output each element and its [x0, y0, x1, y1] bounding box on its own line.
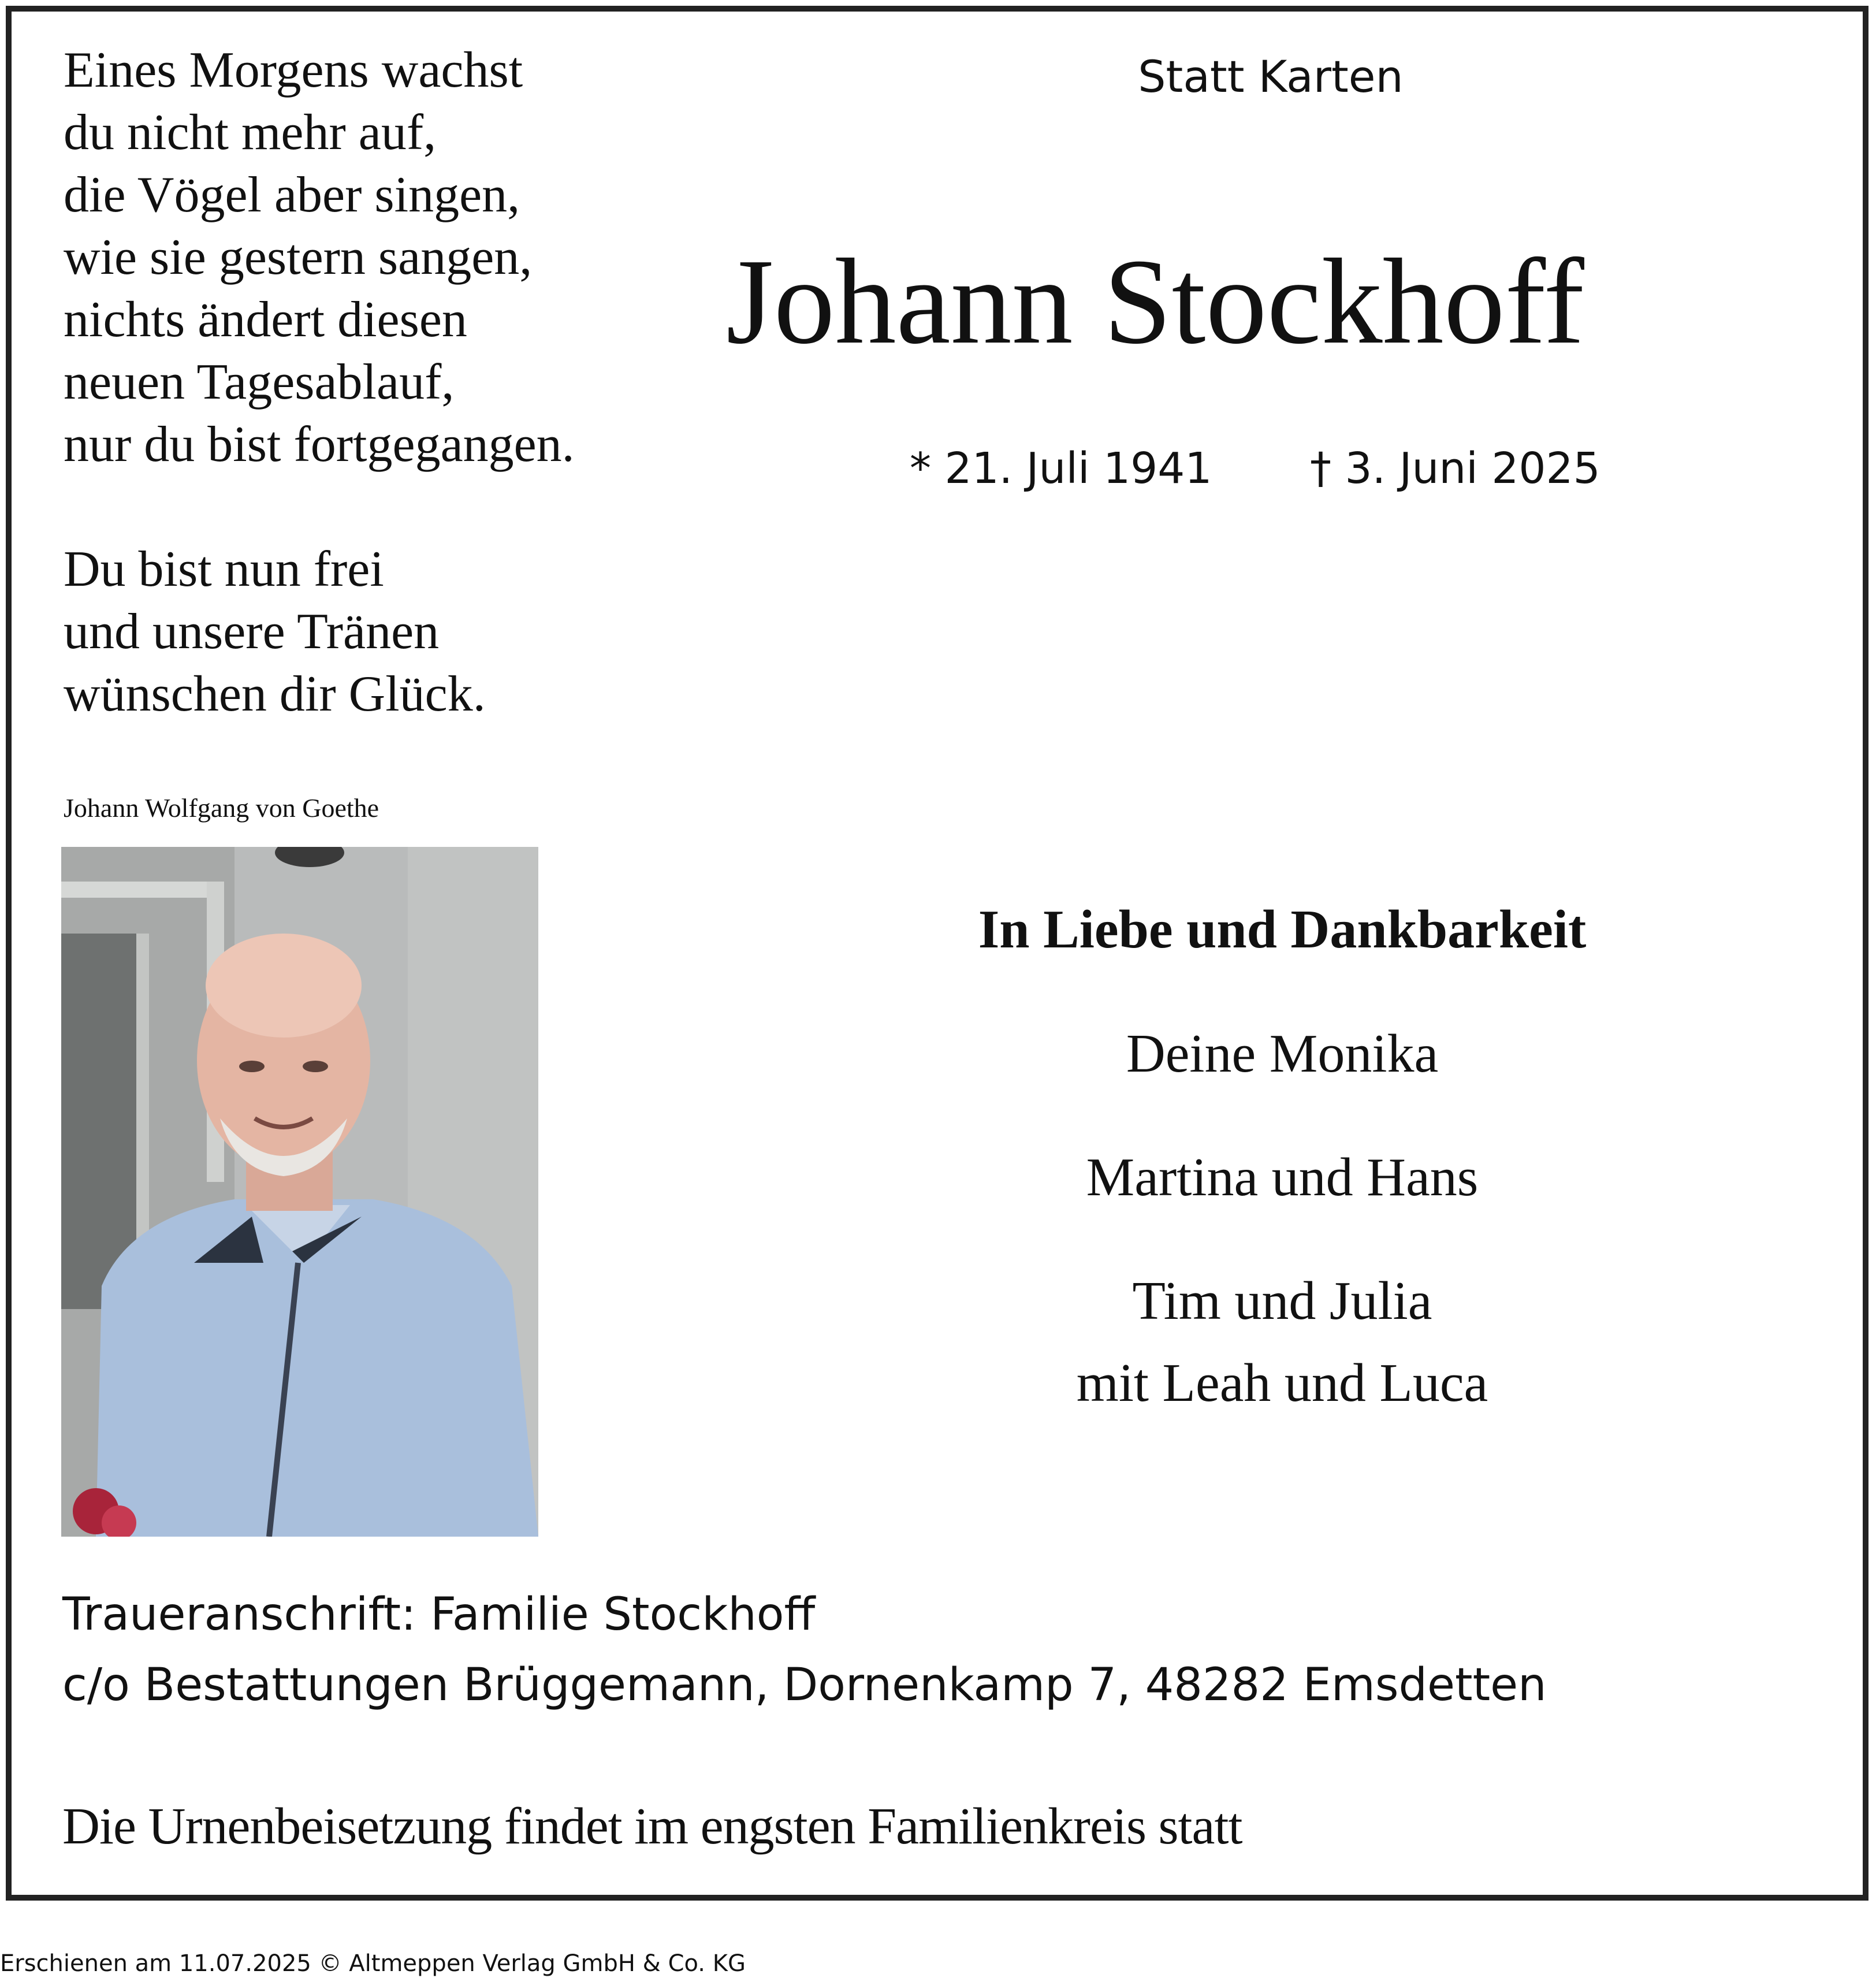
poem-line: nur du bist fortgegangen. — [64, 417, 575, 473]
address-line-2: c/o Bestattungen Brüggemann, Dornenkamp 7, 48282 Emsdetten — [62, 1659, 1547, 1711]
poem-line: die Vögel aber singen, — [64, 167, 520, 223]
poem-line: Eines Morgens wachst — [64, 42, 523, 98]
poem-author: Johann Wolfgang von Goethe — [64, 793, 379, 823]
poem-line: nichts ändert diesen — [64, 292, 467, 348]
mourner-line: Martina und Hans — [1086, 1147, 1479, 1207]
poem-line: neuen Tagesablauf, — [64, 354, 455, 410]
poem-line: wünschen dir Glück. — [64, 666, 486, 722]
publication-footer: Erschienen am 11.07.2025 © Altmeppen Verlag GmbH & Co. KG — [0, 1950, 746, 1977]
death-date: † 3. Juni 2025 — [1310, 444, 1600, 493]
mourners-heading: In Liebe und Dankbarkeit — [978, 899, 1587, 960]
poem-line: und unsere Tränen — [64, 604, 440, 660]
poem-line: wie sie gestern sangen, — [64, 229, 533, 285]
statt-karten-label: Statt Karten — [1138, 51, 1404, 102]
address-line-1: Traueranschrift: Familie Stockhoff — [62, 1589, 816, 1641]
mourner-line: Tim und Julia — [1132, 1271, 1432, 1331]
mourner-line: Deine Monika — [1126, 1024, 1439, 1084]
deceased-name: Johann Stockhoff — [726, 233, 1584, 369]
mourner-line: mit Leah und Luca — [1076, 1353, 1488, 1413]
birth-date: * 21. Juli 1941 — [910, 444, 1212, 493]
poem-line: du nicht mehr auf, — [64, 105, 437, 161]
portrait-photo — [61, 847, 538, 1537]
urn-burial-notice: Die Urnenbeisetzung findet im engsten Familienkreis statt — [62, 1798, 1242, 1855]
poem-line: Du bist nun frei — [64, 541, 384, 597]
